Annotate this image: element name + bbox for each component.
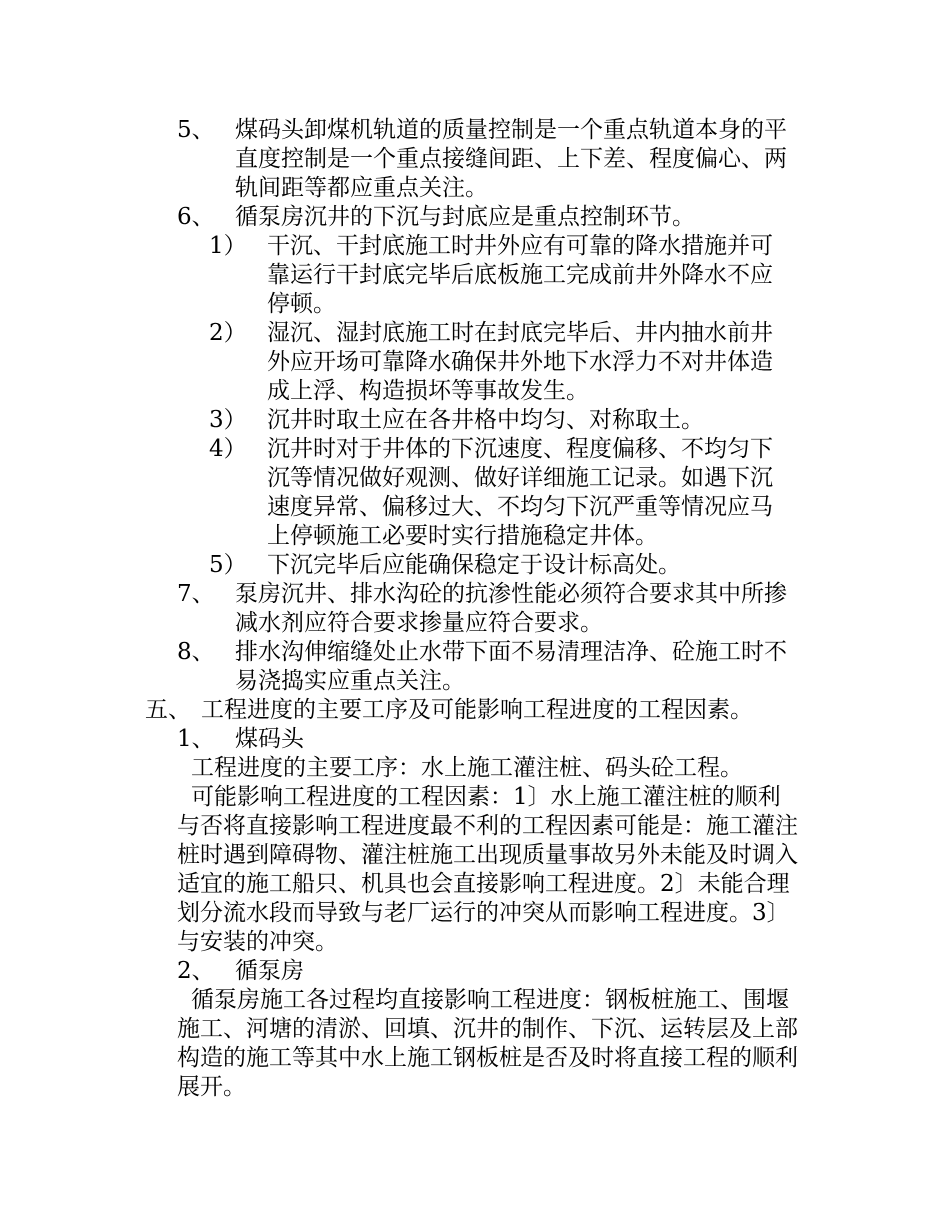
subsection-coal-wharf bbox=[0, 725, 950, 754]
sub-item-text: 沉井时对于井体的下沉速度、程度偏移、不均匀下沉等情况做好观测、做好详细施工记录。如遇下沉速度异常、偏移过大、不均匀下沉严重等情况应马上停顿施工必要时实行措施稳定井体。 bbox=[267, 436, 773, 549]
sub-item-number: 5） bbox=[209, 552, 247, 578]
list-item-8 bbox=[0, 638, 950, 696]
sub-item-1 bbox=[0, 232, 950, 319]
sub-item-5 bbox=[0, 551, 950, 580]
subsection-title: 循泵房 bbox=[235, 958, 304, 984]
sub-item-text: 沉井时取土应在各井格中均匀、对称取土。 bbox=[267, 407, 704, 433]
section-number: 五、 bbox=[145, 697, 191, 723]
paragraph-text: 工程进度的主要工序：水上施工灌注桩、码头砼工程。 bbox=[191, 755, 743, 781]
paragraph-text: 循泵房施工各过程均直接影响工程进度：钢板桩施工、围堰施工、河塘的清淤、回填、沉井的制作、下沉、运转层及上部构造的施工等其中水上施工钢板桩是否及时将直接工程的顺利展开。 bbox=[177, 987, 798, 1100]
subsection-number: 1、 bbox=[177, 726, 215, 752]
sub-item-number: 4） bbox=[209, 436, 247, 462]
paragraph bbox=[0, 986, 802, 1102]
sub-item-4 bbox=[0, 435, 950, 551]
paragraph bbox=[0, 783, 802, 957]
item-number: 6、 bbox=[177, 204, 215, 230]
subsection-title: 煤码头 bbox=[235, 726, 304, 752]
sub-item-text: 湿沉、湿封底施工时在封底完毕后、井内抽水前井外应开场可靠降水确保井外地下水浮力不对井体造成上浮、构造损坏等事故发生。 bbox=[267, 320, 773, 404]
sub-item-number: 3） bbox=[209, 407, 247, 433]
paragraph-text: 可能影响工程进度的工程因素：1〕水上施工灌注桩的顺利与否将直接影响工程进度最不利的工程因素可能是：施工灌注桩时遇到障碍物、灌注桩施工出现质量事故另外未能及时调入适宜的施工船只、机具也会直接影响工程进度。2〕未能合理划分流水段而导致与老厂运行的冲突从而影响工程进度。3〕与安装的冲突。 bbox=[177, 784, 798, 955]
sub-item-number: 2） bbox=[209, 320, 247, 346]
item-text: 循泵房沉井的下沉与封底应是重点控制环节。 bbox=[235, 204, 695, 230]
list-item-5 bbox=[0, 116, 950, 203]
document-body bbox=[0, 116, 950, 1102]
sub-item-text: 下沉完毕后应能确保稳定于设计标高处。 bbox=[267, 552, 681, 578]
item-text: 煤码头卸煤机轨道的质量控制是一个重点轨道本身的平直度控制是一个重点接缝间距、上下差、程度偏心、两轨间距等都应重点关注。 bbox=[235, 117, 787, 201]
sub-item-2 bbox=[0, 319, 950, 406]
sub-item-text: 干沉、干封底施工时井外应有可靠的降水措施并可靠运行干封底完毕后底板施工完成前井外降水不应停顿。 bbox=[267, 233, 773, 317]
list-item-7 bbox=[0, 580, 950, 638]
section-title: 工程进度的主要工序及可能影响工程进度的工程因素。 bbox=[201, 697, 753, 723]
item-text: 泵房沉井、排水沟砼的抗渗性能必须符合要求其中所掺减水剂应符合要求掺量应符合要求。 bbox=[235, 581, 787, 636]
item-number: 5、 bbox=[177, 117, 215, 143]
item-number: 8、 bbox=[177, 639, 215, 665]
subsection-number: 2、 bbox=[177, 958, 215, 984]
item-text: 排水沟伸缩缝处止水带下面不易清理洁净、砼施工时不易浇捣实应重点关注。 bbox=[235, 639, 787, 694]
sub-item-3 bbox=[0, 406, 950, 435]
item-number: 7、 bbox=[177, 581, 215, 607]
section-heading bbox=[0, 696, 950, 725]
list-item-6 bbox=[0, 203, 950, 232]
sub-item-number: 1） bbox=[209, 233, 247, 259]
subsection-pump-house bbox=[0, 957, 950, 986]
paragraph bbox=[0, 754, 802, 783]
